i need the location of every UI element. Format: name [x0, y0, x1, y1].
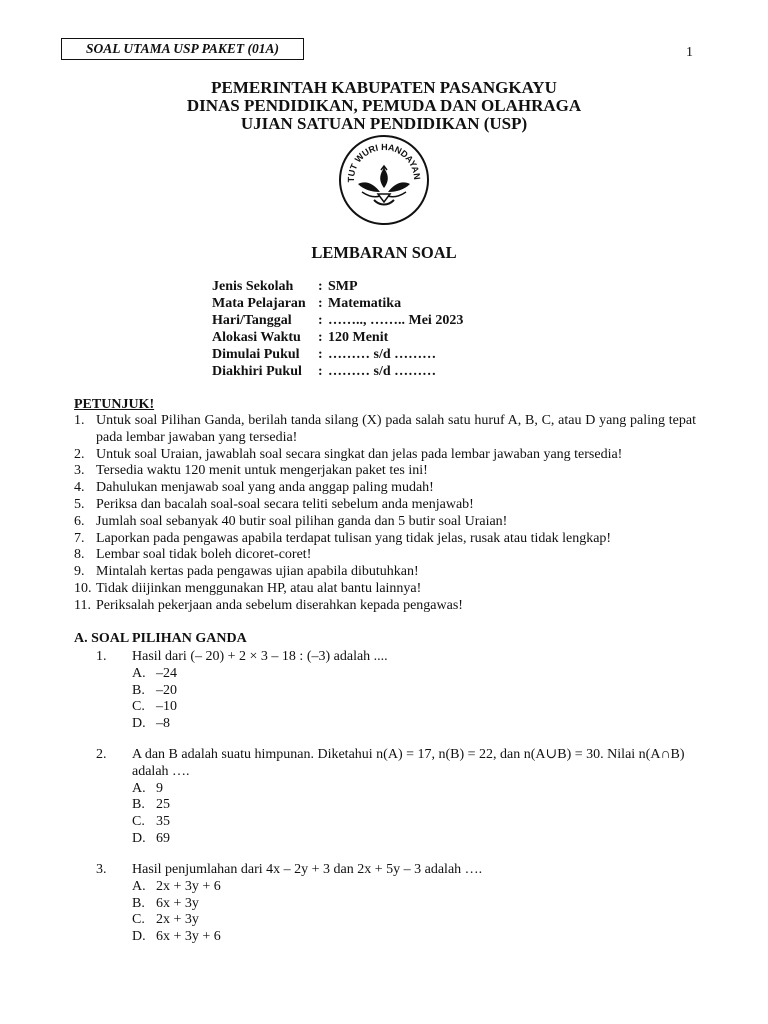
answer-option: B. 25 — [132, 797, 170, 813]
instruction-item: 5. Periksa dan bacalah soal-soal secara teliti sebelum anda menjawab! — [74, 496, 474, 512]
instruction-item: 2. Untuk soal Uraian, jawablah soal secara singkat dan jelas pada lembar jawaban yang tersedia! — [74, 446, 623, 462]
instruction-item: 4. Dahulukan menjawab soal yang anda anggap paling mudah! — [74, 480, 434, 496]
instruction-item: 10. Tidak diijinkan menggunakan HP, atau alat bantu lainnya! — [74, 580, 422, 596]
question-number: 2. — [96, 747, 107, 762]
answer-option: A. 2x + 3y + 6 — [132, 878, 221, 894]
info-label: Dimulai Pukul — [212, 347, 300, 362]
question-number: 3. — [96, 862, 107, 877]
info-row: Hari/Tanggal : …….., …….. Mei 2023 — [212, 313, 464, 328]
document-header — [0, 79, 768, 133]
header-line-1: PEMERINTAH KABUPATEN PASANGKAYU — [211, 78, 557, 97]
answer-option: D. 69 — [132, 830, 170, 846]
info-value: ……… s/d ……… — [328, 364, 437, 379]
info-label: Diakhiri Pukul — [212, 364, 302, 379]
answer-option: A. –24 — [132, 665, 177, 681]
question-text: Hasil penjumlahan dari 4x – 2y + 3 dan 2x + 5y – 3 adalah …. — [132, 862, 483, 877]
info-row: Jenis Sekolah : SMP — [212, 279, 358, 294]
exam-info — [212, 279, 463, 381]
question-text: A dan B adalah suatu himpunan. Diketahui n(A) = 17, n(B) = 22, dan n(A∪B) = 30. Nilai n(A∩B) adalah …. — [132, 747, 685, 779]
document-title: LEMBARAN SOAL — [311, 243, 457, 262]
answer-option: B. –20 — [132, 682, 177, 698]
info-row: Diakhiri Pukul : ……… s/d ……… — [212, 364, 437, 379]
instruction-item: 8. Lembar soal tidak boleh dicoret-coret! — [74, 547, 312, 563]
svg-text:TUT WURI HANDAYANI: TUT WURI HANDAYAN — [345, 141, 423, 183]
info-row: Alokasi Waktu : 120 Menit — [212, 330, 389, 345]
answer-option: D. 6x + 3y + 6 — [132, 929, 221, 945]
header-line-3: UJIAN SATUAN PENDIDIKAN (USP) — [240, 114, 528, 133]
info-value: 120 Menit — [328, 330, 389, 345]
info-row: Mata Pelajaran : Matematika — [212, 296, 402, 311]
answer-option: C. 35 — [132, 814, 170, 830]
instruction-item: 7. Laporkan pada pengawas apabila terdapat tulisan yang tidak jelas, rusak atau tidak lengkap! — [74, 530, 612, 546]
question-number: 1. — [96, 649, 107, 664]
paket-label: SOAL UTAMA USP PAKET (01A) — [61, 38, 304, 60]
instruction-item: 3. Tersedia waktu 120 menit untuk mengerjakan paket tes ini! — [74, 463, 428, 479]
info-label: Hari/Tanggal — [212, 313, 292, 328]
info-label: Alokasi Waktu — [212, 330, 301, 345]
info-row: Dimulai Pukul : ……… s/d ……… — [212, 347, 437, 362]
answer-option: D. –8 — [132, 716, 170, 732]
question-1 — [96, 649, 696, 733]
header-line-2: DINAS PENDIDIKAN, PEMUDA DAN OLAHRAGA — [186, 96, 582, 115]
instructions-title: PETUNJUK! — [74, 397, 155, 412]
answer-option: B. 6x + 3y — [132, 895, 199, 911]
info-value: SMP — [328, 279, 358, 294]
page-number: 1 — [686, 45, 693, 60]
info-label: Jenis Sekolah — [212, 279, 294, 294]
answer-option: C. –10 — [132, 699, 177, 715]
info-label: Mata Pelajaran — [212, 296, 306, 311]
tut-wuri-handayani-emblem-icon — [338, 134, 430, 226]
question-2 — [96, 747, 696, 848]
question-text: Hasil dari (– 20) + 2 × 3 – 18 : (–3) adalah .... — [132, 649, 388, 664]
instruction-item: 9. Mintalah kertas pada pengawas ujian apabila dibutuhkan! — [74, 564, 419, 580]
answer-option: A. 9 — [132, 780, 163, 796]
instruction-item: 11. Periksalah pekerjaan anda sebelum diserahkan kepada pengawas! — [74, 597, 463, 613]
info-value: Matematika — [328, 296, 402, 311]
instructions-list — [74, 413, 696, 615]
instruction-item: 6. Jumlah soal sebanyak 40 butir soal pilihan ganda dan 5 butir soal Uraian! — [74, 513, 508, 529]
instruction-item: 1. Untuk soal Pilihan Ganda, berilah tanda silang (X) pada salah satu huruf A, B, C, atau D yang paling tepat pada lembar jawaban yang tersedia! — [74, 413, 696, 445]
question-3 — [96, 862, 696, 946]
info-value: ……… s/d ……… — [328, 347, 437, 362]
info-value: …….., …….. Mei 2023 — [328, 313, 464, 328]
section-a-title: A. SOAL PILIHAN GANDA — [74, 631, 247, 646]
answer-option: C. 2x + 3y — [132, 912, 199, 928]
